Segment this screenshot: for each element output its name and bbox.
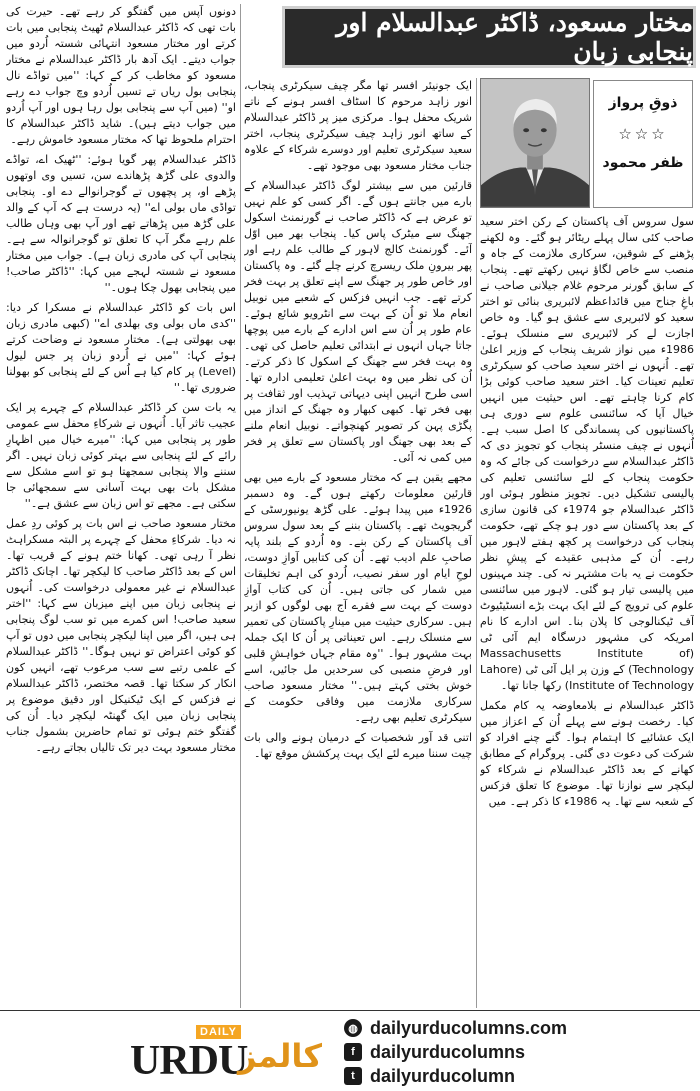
paragraph: دونوں آپس میں گفتگو کر رہے تھے۔ حیرت کی بات تھی کہ ڈاکٹر عبدالسلام ٹھیٹ پنجابی میں بات کرتے اور مختار مسعود انتہائی شستہ اُردو میں جواب دیتے۔ ایک آدھ بار ڈاکٹر عبدالسلام نے مختار مسعود کو مخاطب کر کے کہا: ''میں تواڈے نال پنجابی بول ریاں تے تسیں اُردو وچ جواب دے رہے او'' (میں آپ سے پنجابی بول رہا ہوں اور آپ اُردو میں جواب دیتے ہیں)۔ شاید ڈاکٹر عبدالسلام کا احترام ملحوظ تھا کہ مختار مسعود خاموش رہے۔ bbox=[6, 5, 236, 146]
facebook-icon: f bbox=[344, 1043, 362, 1061]
paragraph: ڈاکٹر عبدالسلام نے بلامعاوضہ یہ کام مکمل کیا۔ رخصت ہونے سے پہلے اُن کے اعزاز میں ایک عشائیے کا اہتمام ہوا۔ گنے چنے افراد کو شرکت کی دعوت دی گئی۔ پروگرام کے مطابق کھانے کے بعد ڈاکٹر عبدالسلام نے شرکاء کو لیکچر سے نوازنا تھا۔ موضوع کا تعلق فزکس کے شعبہ سے تھا۔ یہ 1986ء کا ذکر ہے۔ میں bbox=[480, 699, 694, 808]
paragraph: سول سروس آف پاکستان کے رکن اختر سعید صاحب کئی سال پہلے ریٹائر ہو گئے۔ وہ لکھنے پڑھنے کے شوقین، سرکاری ملازمت کے جاہ و منصب سے خاص لگاؤ نہیں رکھتے تھے۔ پنجاب کے سابق گورنر مرحوم غلام جیلانی صاحب نے باغِ جناح میں قائداعظم لائبریری بنائی تو اختر سعید کو لائبریری سے عشق ہو گیا۔ وہ خاص اجازت لے کر لائبریری سے منسلک ہوئے۔ 1986ء میں نواز شریف پنجاب کے وزیر اعلیٰ تھے۔ اُنہوں نے اختر سعید صاحب کو سیکرٹری تعلیم تعینات کیا۔ اختر سعید صاحب کوئی بڑا کام کرنا چاہتے تھے۔ اس حیثیت میں انہیں خیال آیا کہ سائنسی علوم سے دوری ہی پاکستانیوں کی پسماندگی کا اصل سبب ہے۔ اُنہوں نے چیف منسٹر پنجاب کو تجویز دی کہ ڈاکٹر عبدالسلام سے درخواست کی جائے کہ وہ حکومت پنجاب کے لئے سائنسی تعلیم کی پالیسی تشکیل دیں۔ تجویز منظور ہوئی اور ڈاکٹر عبدالسلام جو 1974ء کی قانون سازی کے بعد پاکستان سے دور ہو چکے تھے، حکومت پنجاب کی درخواست پر کچھ ہفتے لاہور میں رہے۔ اُن کے مذہبی عقیدے کے پیشِ نظر حکومت نے یہ بات مشتہر نہ کی۔ چند مہینوں میں پالیسی تیار ہو گئی۔ لاہور میں سائنسی علوم کی ترویج کے لئے ایک بہت بڑے انسٹیٹیوٹ آف ٹیکنالوجی کا پلان بنا۔ اس ادارے کا نام امریکہ کی مشہور درسگاہ ایم آئی ٹی (Massachusetts Institute of Technology) کے وزن پر ایل آئی ٹی (Lahore Institute of Technology) رکھا جانا تھا۔ bbox=[480, 215, 694, 692]
twitter-link[interactable] bbox=[344, 1065, 644, 1087]
logo-urdu: URDU bbox=[130, 1038, 248, 1084]
headline: مختار مسعود، ڈاکٹر عبدالسلام اور پنجابی زبان bbox=[282, 6, 696, 68]
paragraph: یہ بات سن کر ڈاکٹر عبدالسلام کے چہرے پر ایک عجیب تاثر آیا۔ اُنہوں نے شرکاءِ محفل سے عمومی طور پر پنجابی میں کہا: ''میرے خیال میں اظہارِ رائے کے لئے پنجابی سے بہتر کوئی زبان نہیں۔ اگر سننے والا پنجابی سمجھتا ہو تو اسے مشکل سے مشکل بات بھی بہت آسانی سے سمجھائی جا سکتی ہے۔ مجھے تو اس زبان سے عشق ہے۔'' bbox=[6, 401, 236, 510]
facebook-text: dailyurducolumns bbox=[370, 1041, 526, 1062]
website-text: dailyurducolumns.com bbox=[370, 1017, 568, 1038]
twitter-text: dailyurducolumn bbox=[370, 1065, 516, 1086]
paragraph: ایک جونیئر افسر تھا مگر چیف سیکرٹری پنجاب، انور زاہد مرحوم کا اسٹاف افسر ہونے کے ناتے شریک محفل ہوا۔ مرکزی میز پر ڈاکٹر عبدالسلام کے ساتھ انور زاہد چیف سیکرٹری پنجاب، اختر سعید سیکرٹری تعلیم اور دوسرے شرکاء کے علاوہ جناب مختار مسعود بھی موجود تھے۔ bbox=[244, 79, 472, 172]
author-photo bbox=[480, 78, 590, 208]
paragraph: مختار مسعود صاحب نے اس بات پر کوئی ردِ عمل نہ دیا۔ شرکاءِ محفل کے چہرے پر البتہ مسکراہٹ نظر آ رہی تھی۔ کھانا ختم ہونے کے قریب تھا۔ اس کے بعد ڈاکٹر صاحب کا لیکچر تھا۔ اچانک ڈاکٹر عبدالسلام نے غیر معمولی درخواست کی۔ اُنہوں نے پنجابی زبان میں اپنے میزبان سے کہا: ''اختر سعید صاحب! اس کمرے میں تو سب لوگ پنجابی ہی ہیں، اگر میں اپنا لیکچر پنجابی میں دوں تو آپ کو کوئی اعتراض تو نہیں ہوگا۔'' ڈاکٹر عبدالسلام کے علمی رتبے سے سب مرعوب تھے، انہیں کون انکار کر سکتا تھا۔ قصہ مختصر، ڈاکٹر عبدالسلام نے فزکس کے ایک ٹیکنیکل اور دقیق موضوع پر پنجابی زبان میں ایک گھنٹہ لیکچر دیا۔ اُن کی گفتگو ختم ہوئی تو تمام حاضرین بشمول جناب مختار مسعود بہت دیر تک تالیاں بجاتے رہے۔ bbox=[6, 517, 236, 754]
paragraph: ڈاکٹر عبدالسلام پھر گویا ہوئے: ''ٹھیک اے، تواڈے والدوی علی گڑھ پڑھاندے سن، تسیں وی اوتھوں پڑھے او، پر پچھوں تے گوجرانوالے دے او۔ پنجابی تواڈی ماں بولی اے'' (یہ درست ہے کہ آپ کے والد علی گڑھ میں پڑھاتے تھے اور آپ بھی وہاں طالب علم رہے مگر آپ کا تعلق تو گوجرانوالہ سے ہے۔ پنجابی آپ کی مادری زبان ہے)۔ جواب میں مختار مسعود نے شستہ لہجے میں کہا: ''ڈاکٹر صاحب! میں پنجابی بھول چکا ہوں۔'' bbox=[6, 153, 236, 294]
author-photo-image bbox=[481, 79, 589, 207]
globe-icon: ◍ bbox=[344, 1019, 362, 1037]
logo-columns: کالمز bbox=[238, 1037, 322, 1075]
stars-decoration: ☆☆☆ bbox=[618, 125, 668, 143]
footer bbox=[0, 1010, 700, 1091]
twitter-icon: t bbox=[344, 1067, 362, 1085]
byline-box bbox=[593, 80, 693, 208]
paragraph: اتنی قد آور شخصیات کے درمیان ہونے والی بات چیت سننا میرے لئے ایک بہت پرکشش موقع تھا۔ bbox=[244, 731, 472, 760]
logo-daily: DAILY bbox=[196, 1025, 241, 1039]
paragraph: قارئین میں سے بیشتر لوگ ڈاکٹر عبدالسلام کے بارے میں جانتے ہوں گے۔ اگر کسی کو علم نہیں تو عرض ہے کہ ڈاکٹر صاحب نے گورنمنٹ اسکول جھنگ سے میٹرک پاس کیا۔ پنجاب بھر میں اوّل آئے۔ گورنمنٹ کالج لاہور کے طالب علم رہے اور پھر بیرونِ ملک ریسرچ کرنے چلے گئے۔ وہ پاکستان اور خاص طور پر جھنگ سے اپنے تعلق پر بہت فخر کرتے تھے۔ جب انہیں فزکس کے شعبے میں نوبیل انعام ملا تو اُن کے بہت سے انٹرویو شائع ہوئے۔ عام طور پر اُن سے اس ادارے کے بارے میں پوچھا جاتا جہاں انہوں نے ابتدائی تعلیم حاصل کی تھی۔ وہ بہت فخر سے جھنگ کے اسکول کا ذکر کرتے۔ اُن کی نظر میں وہ بہت اعلیٰ تعلیمی ادارہ تھا۔ اسی طرح انہیں اپنی دیہاتی تہذیب اور ثقافت پر بھی فخر تھا۔ کبھی کبھار وہ جھنگ کے انداز میں پگڑی پہن کر تصویر کھنچواتے۔ نوبیل انعام ملنے کے بعد بھی جھنگ اور پاکستان سے تعلق پر فخر میں کمی نہ آئی۔ bbox=[244, 179, 472, 464]
paragraph: مجھے یقین ہے کہ مختار مسعود کے بارے میں بھی قارئین معلومات رکھتے ہوں گے۔ وہ دسمبر 1926ء میں پیدا ہوئے۔ علی گڑھ یونیورسٹی کے گریجویٹ تھے۔ پاکستان بننے کے بعد سول سروس آف پاکستان کے رکن بنے۔ وہ اُردو کے بلند پایہ صاحبِ علم ادیب تھے۔ اُن کی کتابیں آوازِ دوست، لوحِ ایام اور سفر نصیب، اُردو کی اہم تخلیقات میں شمار کی جاتی ہیں۔ اُن کی کتاب آوازِ دوست کے بہت سے فقرے آج بھی لوگوں کو ازبر ہیں۔ سرکاری حیثیت میں مینارِ پاکستان کی تعمیر سے منسلک رہے۔ اس تعیناتی پر اُن کا ایک جملہ بہت مشہور ہوا۔ ''وہ مقام جہاں خواہشِ قلبی اور فرضِ منصبی کی سرحدیں مل جائیں، اسے خوش بختی کہتے ہیں۔'' مختار مسعود صاحب سرکاری ملازمت میں وفاقی حکومت کے سیکرٹری تعلیم بھی رہے۔ bbox=[244, 471, 472, 724]
article-column-left bbox=[6, 4, 236, 1008]
social-links bbox=[344, 1017, 644, 1089]
website-link[interactable] bbox=[344, 1017, 644, 1039]
site-logo[interactable] bbox=[130, 1019, 322, 1085]
author-name: ظفر محمود bbox=[602, 155, 684, 171]
paragraph: اس بات کو ڈاکٹر عبدالسلام نے مسکرا کر دیا: ''کدی ماں بولی وی بھلدی اے'' (کبھی مادری زبان بھی بھولتی ہے)۔ مختار مسعود نے وضاحت کرتے ہوئے کہا: ''میں نے اُردو زبان پر جس لیول (Level) پر کام کیا ہے اُس کے لئے پنجابی کو بھولنا ضروری تھا۔'' bbox=[6, 301, 236, 394]
column-name: ذوقِ پرواز bbox=[608, 95, 678, 111]
article-column-right bbox=[480, 214, 694, 1004]
facebook-link[interactable] bbox=[344, 1041, 644, 1063]
column-divider bbox=[240, 4, 241, 1008]
article-column-middle bbox=[244, 78, 472, 1008]
column-divider bbox=[476, 78, 477, 1008]
